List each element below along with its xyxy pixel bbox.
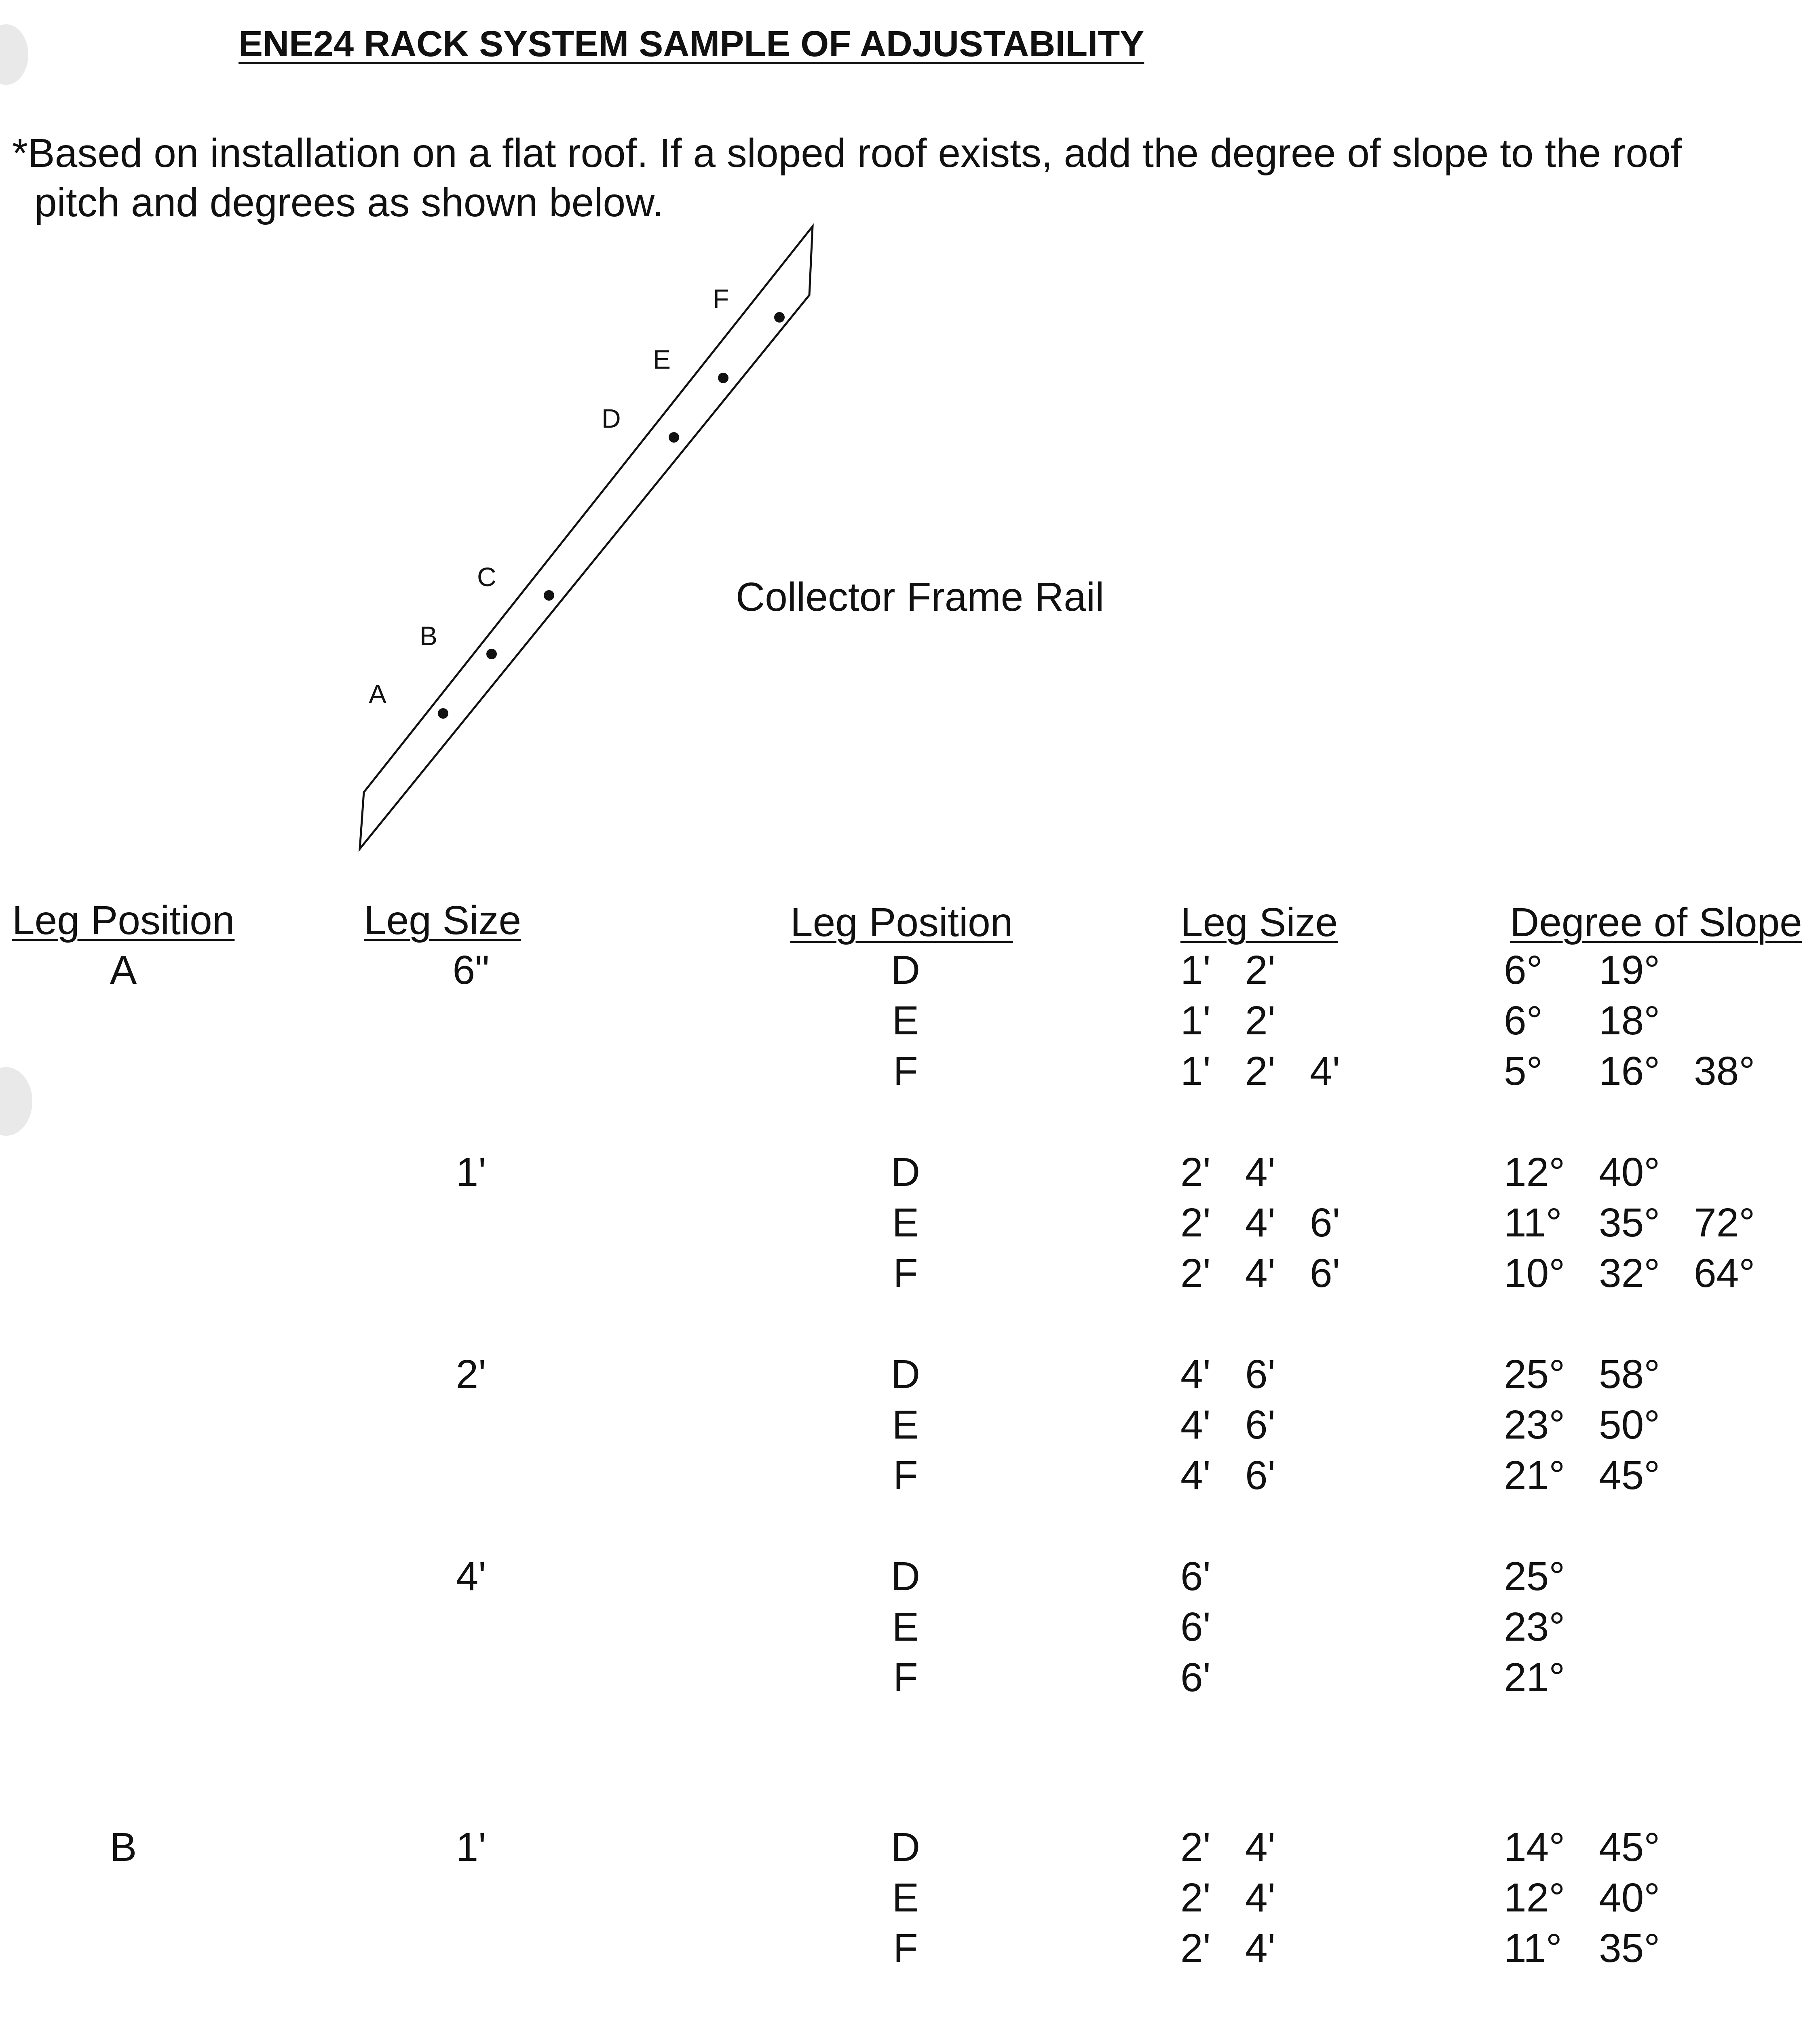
row-degrees-of-slope-value: 35° — [1599, 1200, 1660, 1245]
row-degrees-of-slope — [1504, 947, 1694, 993]
leg-size: 4' — [456, 1554, 486, 1599]
row-degrees-of-slope — [1504, 1048, 1789, 1094]
row-degrees-of-slope-value: 38° — [1694, 1048, 1755, 1094]
leg-position-b: B — [110, 1825, 137, 1870]
row-degrees-of-slope — [1504, 1251, 1789, 1296]
row-leg-sizes — [1180, 1251, 1375, 1296]
row-leg-sizes-value: 2' — [1180, 1825, 1211, 1870]
row-leg-position: F — [893, 1926, 918, 1971]
row-degrees-of-slope-value: 21° — [1504, 1453, 1565, 1498]
row-leg-position: F — [893, 1655, 918, 1700]
row-leg-position: D — [891, 1554, 921, 1599]
scan-artifact — [0, 24, 28, 85]
row-degrees-of-slope-value: 5° — [1504, 1048, 1543, 1094]
row-leg-sizes — [1180, 1604, 1245, 1650]
row-leg-position: F — [893, 1048, 918, 1094]
row-degrees-of-slope-value: 32° — [1599, 1251, 1660, 1296]
row-leg-sizes-value: 4' — [1180, 1352, 1211, 1397]
point-label-a: A — [369, 679, 387, 709]
row-degrees-of-slope-value: 45° — [1599, 1453, 1660, 1498]
row-leg-sizes-value: 6' — [1180, 1604, 1211, 1650]
row-leg-sizes-value: 4' — [1180, 1453, 1211, 1498]
row-leg-sizes-value: 4' — [1310, 1048, 1340, 1094]
row-leg-sizes-value: 4' — [1245, 1926, 1275, 1971]
leg-position-a: A — [110, 947, 137, 993]
row-degrees-of-slope — [1504, 1926, 1694, 1971]
row-degrees-of-slope — [1504, 1202, 1789, 1243]
row-leg-sizes-value: 2' — [1245, 998, 1275, 1043]
row-leg-position: F — [893, 1251, 918, 1296]
row-degrees-of-slope-value: 12° — [1504, 1875, 1565, 1920]
row-leg-position: E — [892, 998, 919, 1043]
row-degrees-of-slope — [1504, 1455, 1694, 1496]
scan-artifact — [0, 1067, 32, 1136]
row-leg-position: E — [892, 1604, 919, 1650]
leg-size: 1' — [456, 1150, 486, 1195]
row-leg-sizes-value: 4' — [1245, 1825, 1275, 1870]
row-degrees-of-slope-value: 58° — [1599, 1352, 1660, 1397]
hole-e — [718, 373, 728, 383]
row-leg-sizes-value: 6' — [1310, 1251, 1340, 1296]
row-degrees-of-slope-value: 18° — [1599, 998, 1660, 1043]
row-degrees-of-slope-value: 11° — [1504, 1200, 1562, 1245]
row-degrees-of-slope — [1504, 1556, 1599, 1597]
row-leg-sizes — [1180, 1402, 1310, 1447]
row-leg-sizes-value: 2' — [1245, 1048, 1275, 1094]
row-leg-sizes-value: 4' — [1245, 1150, 1275, 1195]
collector-frame-rail-diagram — [348, 218, 833, 857]
row-degrees-of-slope-value: 10° — [1504, 1251, 1565, 1296]
row-leg-sizes — [1180, 1455, 1310, 1496]
row-leg-sizes-value: 1' — [1180, 998, 1211, 1043]
rail-outline — [360, 226, 813, 849]
row-degrees-of-slope-value: 6° — [1504, 947, 1543, 993]
row-leg-position: D — [891, 1352, 921, 1397]
row-leg-position: E — [892, 1200, 919, 1245]
row-leg-sizes — [1180, 1926, 1310, 1971]
hole-c — [544, 590, 554, 601]
row-leg-sizes-value: 2' — [1180, 1251, 1211, 1296]
row-leg-position: D — [891, 1150, 921, 1195]
point-label-d: D — [602, 403, 621, 433]
header-leg-position-1: Leg Position — [12, 898, 235, 943]
row-degrees-of-slope-value: 6° — [1504, 998, 1543, 1043]
row-degrees-of-slope-value: 25° — [1504, 1352, 1565, 1397]
row-leg-sizes-value: 6' — [1310, 1200, 1340, 1245]
row-degrees-of-slope-value: 16° — [1599, 1048, 1660, 1094]
row-leg-position: F — [893, 1453, 918, 1498]
row-degrees-of-slope-value: 72° — [1694, 1200, 1755, 1245]
row-leg-sizes — [1180, 1352, 1310, 1397]
leg-size: 1' — [456, 1825, 486, 1870]
point-label-b: B — [420, 621, 438, 651]
point-label-c: C — [477, 562, 496, 592]
row-degrees-of-slope-value: 25° — [1504, 1554, 1565, 1599]
rail-label: Collector Frame Rail — [736, 574, 1104, 620]
header-degree-of-slope: Degree of Slope — [1510, 900, 1802, 945]
row-degrees-of-slope — [1504, 1402, 1694, 1447]
hole-f — [774, 312, 785, 323]
hole-a — [438, 708, 448, 719]
row-degrees-of-slope-value: 64° — [1694, 1251, 1755, 1296]
row-leg-sizes — [1180, 1556, 1245, 1597]
row-leg-sizes-value: 2' — [1180, 1200, 1211, 1245]
row-leg-sizes — [1180, 1657, 1245, 1698]
row-leg-sizes — [1180, 1825, 1310, 1870]
row-leg-position: E — [892, 1402, 919, 1447]
row-leg-sizes-value: 2' — [1180, 1926, 1211, 1971]
row-leg-position: E — [892, 1875, 919, 1920]
hole-b — [486, 649, 497, 659]
row-leg-sizes — [1180, 1048, 1375, 1094]
row-leg-sizes-value: 6' — [1245, 1352, 1275, 1397]
row-leg-sizes-value: 2' — [1180, 1150, 1211, 1195]
note-line-2: pitch and degrees as shown below. — [34, 180, 664, 225]
row-leg-position: D — [891, 947, 921, 993]
row-leg-sizes — [1180, 1000, 1310, 1041]
row-leg-position: D — [891, 1825, 921, 1870]
row-degrees-of-slope-value: 12° — [1504, 1150, 1565, 1195]
row-leg-sizes-value: 4' — [1245, 1875, 1275, 1920]
row-degrees-of-slope — [1504, 1875, 1694, 1920]
row-leg-sizes-value: 4' — [1180, 1402, 1211, 1447]
row-degrees-of-slope — [1504, 1825, 1694, 1870]
row-degrees-of-slope — [1504, 1150, 1694, 1195]
hole-d — [669, 432, 679, 443]
row-degrees-of-slope-value: 11° — [1504, 1926, 1562, 1971]
note-line-1: *Based on installation on a flat roof. If a sloped roof exists, add the degree of slope to the roof — [12, 131, 1682, 176]
row-degrees-of-slope-value: 45° — [1599, 1825, 1660, 1870]
row-leg-sizes-value: 6' — [1180, 1655, 1211, 1700]
row-degrees-of-slope — [1504, 1000, 1694, 1041]
header-leg-size-2: Leg Size — [1180, 900, 1338, 945]
leg-size: 6" — [452, 947, 490, 993]
point-label-f: F — [713, 284, 729, 314]
leg-size: 2' — [456, 1352, 486, 1397]
row-leg-sizes-value: 1' — [1180, 947, 1211, 993]
row-leg-sizes — [1180, 1202, 1375, 1243]
row-degrees-of-slope — [1504, 1352, 1694, 1397]
row-degrees-of-slope-value: 19° — [1599, 947, 1660, 993]
row-leg-sizes — [1180, 1150, 1310, 1195]
row-leg-sizes-value: 2' — [1180, 1875, 1211, 1920]
row-leg-sizes-value: 4' — [1245, 1200, 1275, 1245]
row-leg-sizes-value: 2' — [1245, 947, 1275, 993]
row-degrees-of-slope-value: 23° — [1504, 1604, 1565, 1650]
row-degrees-of-slope-value: 14° — [1504, 1825, 1565, 1870]
row-degrees-of-slope — [1504, 1604, 1599, 1650]
row-degrees-of-slope-value: 40° — [1599, 1150, 1660, 1195]
row-leg-sizes-value: 6' — [1180, 1554, 1211, 1599]
header-leg-position-2: Leg Position — [790, 900, 1013, 945]
row-leg-sizes-value: 1' — [1180, 1048, 1211, 1094]
row-degrees-of-slope-value: 50° — [1599, 1402, 1660, 1447]
row-leg-sizes-value: 6' — [1245, 1453, 1275, 1498]
row-degrees-of-slope — [1504, 1657, 1599, 1698]
page-title: ENE24 RACK SYSTEM SAMPLE OF ADJUSTABILITY — [239, 24, 1144, 64]
installation-note — [12, 129, 1750, 227]
row-degrees-of-slope-value: 23° — [1504, 1402, 1565, 1447]
row-leg-sizes — [1180, 947, 1310, 993]
row-leg-sizes-value: 6' — [1245, 1402, 1275, 1447]
row-leg-sizes-value: 4' — [1245, 1251, 1275, 1296]
row-degrees-of-slope-value: 35° — [1599, 1926, 1660, 1971]
row-degrees-of-slope-value: 40° — [1599, 1875, 1660, 1920]
header-leg-size-1: Leg Size — [364, 898, 522, 943]
row-leg-sizes — [1180, 1875, 1310, 1920]
point-label-e: E — [653, 344, 671, 374]
row-degrees-of-slope-value: 21° — [1504, 1655, 1565, 1700]
